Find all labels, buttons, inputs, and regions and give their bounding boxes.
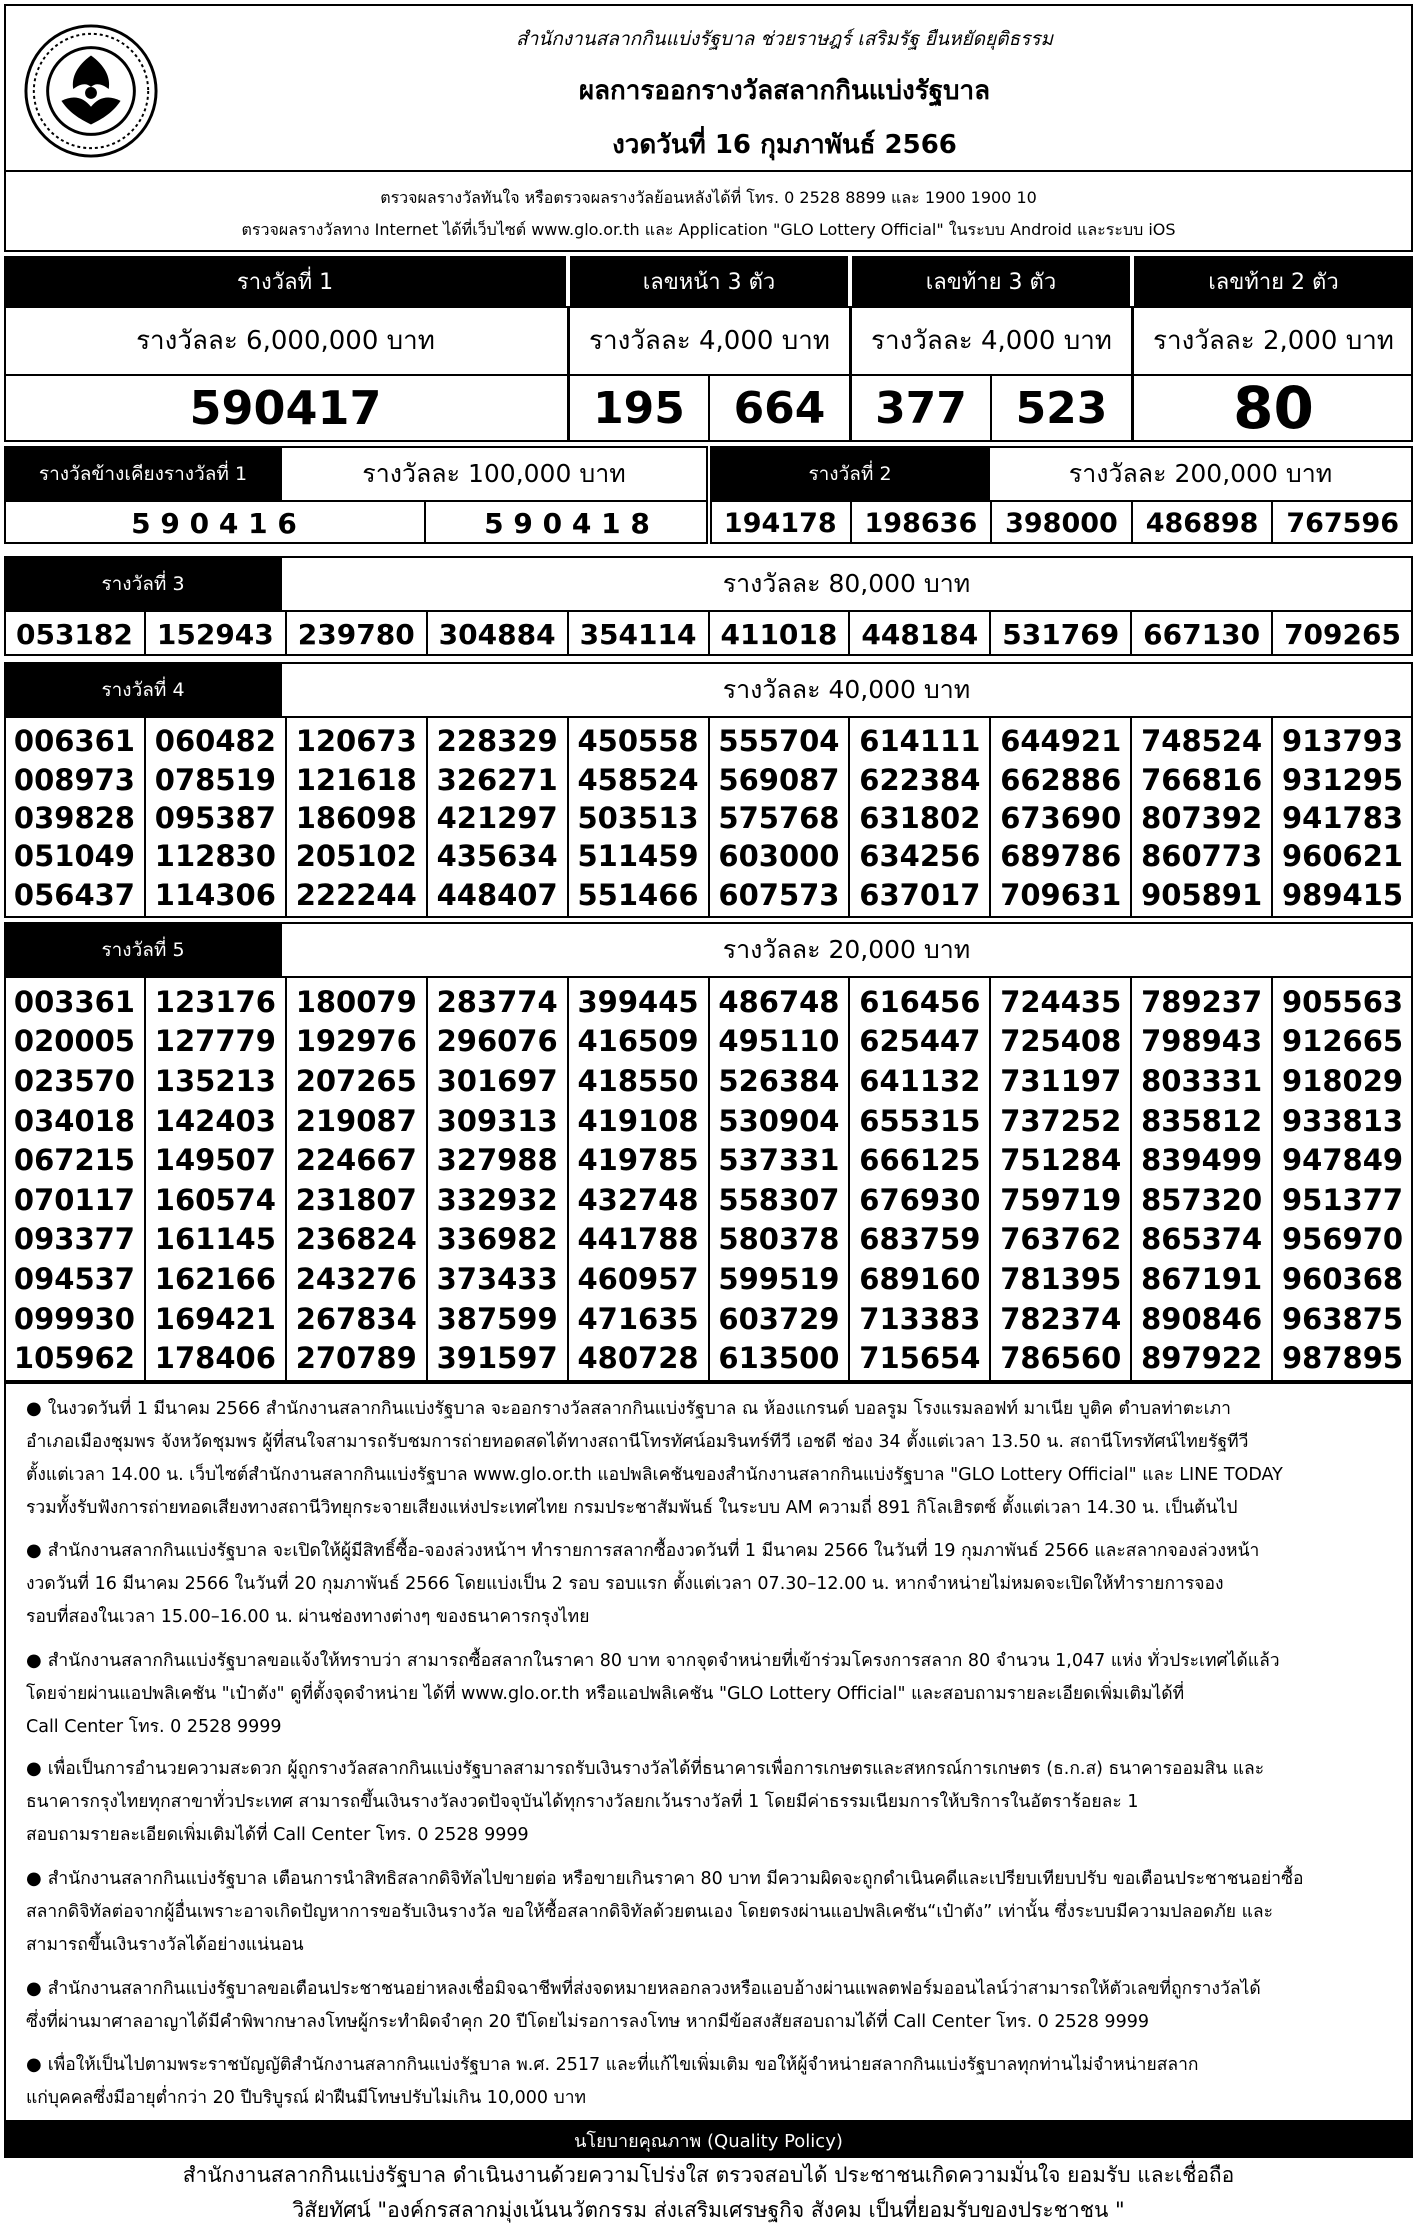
- third-prize-number: 709265: [1284, 617, 1401, 651]
- fourth-prize-number: 989415: [1282, 877, 1404, 912]
- third-prize-number: 053182: [15, 617, 133, 651]
- fifth-prize-number: 987895: [1282, 1341, 1404, 1376]
- fifth-prize-number: 270789: [295, 1341, 417, 1376]
- fourth-prize-number: 039828: [13, 800, 135, 835]
- fourth-prize-number: 673690: [1000, 800, 1122, 835]
- fifth-prize-number: 782374: [1000, 1301, 1122, 1336]
- fifth-prize-number: 789237: [1141, 984, 1263, 1019]
- fifth-prize-number: 912665: [1282, 1024, 1404, 1059]
- second-prize-amount: รางวัลละ 200,000 บาท: [1068, 459, 1333, 488]
- fifth-prize-number: 003361: [13, 984, 135, 1019]
- fifth-prize-number: 070117: [13, 1182, 135, 1217]
- fourth-prize-label: รางวัลที่ 4: [4, 662, 282, 718]
- note-1: ● ในงวดวันที่ 1 มีนาคม 2566 สำนักงานสลากกินแบ่งรัฐบาล จะออกรางวัลสลากกินแบ่งรัฐบาล ณ ห้องแกรนด์ บอลรูม โรงแรมลอฟท์ มาเนีย บูติค ตำบลท่าตะเภา อำเภอเมืองชุมพร จังหวัดชุมพร ผู้ที่สนใจสามารถรับชมการถ่ายทอดสดได้ทางสถานีโทรทัศน์อมรินทร์ทีวี เอชดี ช่อง 34 ตั้งแต่เวลา 13.50 น. สถานีโทรทัศน์ไทยรัฐทีวี ตั้งแต่เวลา 14.00 น. เว็บไซต์สำนักงานสลากกินแบ่งรัฐบาล www.glo.or.th แอปพลิเคชันของสำนักงานสลากกินแบ่งรัฐบาล "GLO Lottery Official" และ LINE TODAY รวมทั้งรับฟังการถ่ายทอดเสียงทางสถานีวิทยุกระจายเสียงแห่งประเทศไทย กรมประชาสัมพันธ์ ในระบบ AM ความถี่ 891 กิโลเฮิรตซ์ ตั้งแต่เวลา 14.30 น. เป็นต้นไป: [26, 1398, 1283, 1518]
- fourth-prize-number: 458524: [577, 762, 699, 797]
- fifth-prize-number: 558307: [718, 1182, 840, 1217]
- fourth-prize-number: 960621: [1282, 839, 1404, 874]
- fifth-prize-numbers: [4, 982, 1413, 1378]
- fourth-prize-number: 228329: [436, 724, 558, 759]
- fifth-prize-number: 616456: [859, 984, 981, 1019]
- contact-box: [4, 172, 1413, 252]
- note-7: ● เพื่อให้เป็นไปตามพระราชบัญญัติสำนักงานสลากกินแบ่งรัฐบาล พ.ศ. 2517 และที่แก้ไขเพิ่มเติม ขอให้ผู้จำหน่ายสลากกินแบ่งรัฐบาลทุกท่านไม่จำหน่ายสลาก แก่บุคคลซึ่งมีอายุต่ำกว่า 20 ปีบริบูรณ์ ฝ่าฝืนมีโทษปรับไม่เกิน 10,000 บาท: [26, 2054, 1199, 2108]
- fifth-prize-number: 897922: [1141, 1341, 1263, 1376]
- bullet: ●: [26, 1650, 42, 1671]
- fourth-prize-number: 222244: [295, 877, 417, 912]
- fifth-prize-number: 599519: [718, 1261, 840, 1296]
- fourth-prize-number: 095387: [154, 800, 276, 835]
- fourth-prize-number: 051049: [13, 839, 135, 874]
- fifth-prize-number: 956970: [1282, 1222, 1404, 1257]
- second-prize-number: 194178: [723, 507, 837, 539]
- last3-number-1: 377: [875, 382, 967, 434]
- front3-number-1: 195: [593, 382, 685, 434]
- fifth-prize-number: 666125: [859, 1143, 981, 1178]
- fifth-prize-number: 105962: [13, 1341, 135, 1376]
- fifth-prize-number: 867191: [1141, 1261, 1263, 1296]
- bullet: ●: [26, 2054, 42, 2075]
- fourth-prize-number: 905891: [1141, 877, 1263, 912]
- fifth-prize-number: 236824: [295, 1222, 417, 1257]
- second-prize-number: 398000: [1005, 507, 1118, 539]
- contact-internet: ตรวจผลรางวัลทาง Internet ได้ที่เว็บไซต์ www.glo.or.th และ Application "GLO Lottery Official" ในระบบ Android และระบบ iOS: [241, 220, 1176, 239]
- fourth-prize-number: 435634: [436, 839, 558, 874]
- fifth-prize-number: 123176: [154, 984, 276, 1019]
- fifth-prize-number: 963875: [1282, 1301, 1404, 1336]
- fourth-prize-number: 448407: [436, 877, 558, 912]
- second-prize-label: รางวัลที่ 2: [710, 446, 990, 502]
- fifth-prize-number: 725408: [1000, 1024, 1122, 1059]
- fifth-prize-number: 890846: [1141, 1301, 1263, 1336]
- near-first-number-2: 5 9 0 4 1 8: [484, 506, 650, 540]
- fifth-prize-number: 034018: [13, 1103, 135, 1138]
- last2-label: เลขท้าย 2 ตัว: [1134, 256, 1413, 306]
- fifth-prize-number: 803331: [1141, 1063, 1263, 1098]
- fifth-prize-number: 471635: [577, 1301, 699, 1336]
- third-prize-number: 239780: [297, 617, 415, 651]
- fourth-prize-number: 326271: [436, 762, 558, 797]
- fifth-prize-number: 301697: [436, 1063, 558, 1098]
- fifth-prize-number: 676930: [859, 1182, 981, 1217]
- fifth-prize-number: 023570: [13, 1063, 135, 1098]
- fifth-prize-number: 219087: [295, 1103, 417, 1138]
- fifth-prize-number: 093377: [13, 1222, 135, 1257]
- fifth-prize-number: 207265: [295, 1063, 417, 1098]
- bullet: ●: [26, 1868, 42, 1889]
- vision-statement: วิสัยทัศน์ "องค์กรสลากมุ่งเน้นนวัตกรรม ส่งเสริมเศรษฐกิจ สังคม เป็นที่ยอมรับของประชาชน ": [292, 2197, 1125, 2222]
- fifth-prize-number: 161145: [154, 1222, 276, 1257]
- fourth-prize-number: 631802: [859, 800, 981, 835]
- third-prize-numbers: [4, 612, 1413, 656]
- fourth-prize-number: 006361: [13, 724, 135, 759]
- fourth-prize-number: 569087: [718, 762, 840, 797]
- fifth-prize-number: 192976: [295, 1024, 417, 1059]
- fifth-prize-number: 387599: [436, 1301, 558, 1336]
- fourth-prize-number: 622384: [859, 762, 981, 797]
- fourth-prize-number: 614111: [859, 724, 981, 759]
- fifth-prize-number: 580378: [718, 1222, 840, 1257]
- fourth-prize-number: 941783: [1282, 800, 1404, 835]
- fourth-prize-number: 205102: [295, 839, 417, 874]
- third-prize-number: 448184: [861, 617, 979, 651]
- third-prize-number: 354114: [579, 617, 697, 651]
- fifth-prize-number: 391597: [436, 1341, 558, 1376]
- fifth-prize-number: 127779: [154, 1024, 276, 1059]
- fifth-prize-number: 798943: [1141, 1024, 1263, 1059]
- second-prize-number: 198636: [864, 507, 978, 539]
- fifth-prize-number: 613500: [718, 1341, 840, 1376]
- fourth-prize-number: 450558: [577, 724, 699, 759]
- front3-amount: รางวัลละ 4,000 บาท: [589, 325, 830, 356]
- fifth-prize-number: 763762: [1000, 1222, 1122, 1257]
- fifth-prize-number: 336982: [436, 1222, 558, 1257]
- fifth-prize-number: 067215: [13, 1143, 135, 1178]
- fourth-prize-number: 748524: [1141, 724, 1263, 759]
- fifth-prize-number: 231807: [295, 1182, 417, 1217]
- fifth-prize-number: 625447: [859, 1024, 981, 1059]
- fifth-prize-number: 399445: [577, 984, 699, 1019]
- third-prize-number: 411018: [720, 617, 838, 651]
- fifth-prize-number: 905563: [1282, 984, 1404, 1019]
- fifth-prize-number: 530904: [718, 1103, 840, 1138]
- note-5: ● สำนักงานสลากกินแบ่งรัฐบาล เตือนการนำสิทธิสลากดิจิทัลไปขายต่อ หรือขายเกินราคา 80 บาท มีความผิดจะถูกดำเนินคดีและเปรียบเทียบปรับ ขอเตือนประชาชนอย่าซื้อ สลากดิจิทัลต่อจากผู้อื่นเพราะอาจเกิดปัญหาการขอรับเงินรางวัล ขอให้ซื้อสลากดิจิทัลด้วยตนเอง โดยตรงผ่านแอปพลิเคชัน“เป๋าตัง” เท่านั้น ซึ่งระบบมีความปลอดภัย และ สามารถขึ้นเงินรางวัลได้อย่างแน่นอน: [26, 1868, 1304, 1955]
- last3-label: เลขท้าย 3 ตัว: [852, 256, 1130, 306]
- fifth-prize-number: 960368: [1282, 1261, 1404, 1296]
- fifth-prize-number: 781395: [1000, 1261, 1122, 1296]
- last3-amount: รางวัลละ 4,000 บาท: [871, 325, 1112, 356]
- fifth-prize-number: 486748: [718, 984, 840, 1019]
- fourth-prize-number: 060482: [154, 724, 276, 759]
- fifth-prize-number: 419785: [577, 1143, 699, 1178]
- fourth-prize-number: 078519: [154, 762, 276, 797]
- org-motto: สำนักงานสลากกินแบ่งรัฐบาล ช่วยราษฎร์ เสริมรัฐ ยืนหยัดยุติธรรม: [515, 28, 1054, 50]
- fifth-prize-number: 786560: [1000, 1341, 1122, 1376]
- first-prize-amount: รางวัลละ 6,000,000 บาท: [136, 325, 435, 356]
- fifth-prize-number: 865374: [1141, 1222, 1263, 1257]
- note-2: ● สำนักงานสลากกินแบ่งรัฐบาล จะเปิดให้ผู้มีสิทธิ์ซื้อ-จองล่วงหน้าฯ ทำรายการสลากซื้องวดวันที่ 1 มีนาคม 2566 ในวันที่ 19 กุมภาพันธ์ 2566 และสลากจองล่วงหน้า งวดวันที่ 16 มีนาคม 2566 ในวันที่ 20 กุมภาพันธ์ 2566 โดยแบ่งเป็น 2 รอบ รอบแรก ตั้งแต่เวลา 07.30–12.00 น. หากจำหน่ายไม่หมดจะเปิดให้ทำรายการจอง รอบที่สองในเวลา 15.00–16.00 น. ผ่านช่องทางต่างๆ ของธนาคารกรุงไทย: [26, 1540, 1260, 1627]
- bullet: ●: [26, 1398, 42, 1419]
- fifth-prize-number: 689160: [859, 1261, 981, 1296]
- fourth-prize-number: 555704: [718, 724, 840, 759]
- third-prize-number: 667130: [1143, 617, 1261, 651]
- fifth-prize-number: 180079: [295, 984, 417, 1019]
- fifth-prize-number: 178406: [154, 1341, 276, 1376]
- fifth-prize-number: 373433: [436, 1261, 558, 1296]
- fifth-prize-number: 416509: [577, 1024, 699, 1059]
- fifth-prize-number: 419108: [577, 1103, 699, 1138]
- fifth-prize-number: 309313: [436, 1103, 558, 1138]
- fifth-prize-number: 683759: [859, 1222, 981, 1257]
- fifth-prize-number: 142403: [154, 1103, 276, 1138]
- fourth-prize-number: 931295: [1282, 762, 1404, 797]
- near-first-amount: รางวัลละ 100,000 บาท: [362, 459, 626, 488]
- fifth-prize-number: 099930: [13, 1301, 135, 1336]
- fifth-prize-number: 267834: [295, 1301, 417, 1336]
- fifth-prize-number: 495110: [718, 1024, 840, 1059]
- fourth-prize-number: 121618: [295, 762, 417, 797]
- fifth-prize-number: 283774: [436, 984, 558, 1019]
- fifth-prize-number: 737252: [1000, 1103, 1122, 1138]
- bullet: ●: [26, 1758, 42, 1779]
- fifth-prize-number: 537331: [718, 1143, 840, 1178]
- fifth-prize-number: 441788: [577, 1222, 699, 1257]
- quality-policy-title: นโยบายคุณภาพ (Quality Policy): [4, 2122, 1413, 2158]
- fourth-prize-number: 860773: [1141, 839, 1263, 874]
- fifth-prize-number: 332932: [436, 1182, 558, 1217]
- announcements: [4, 1382, 1413, 2122]
- fifth-prize-number: 603729: [718, 1301, 840, 1336]
- fourth-prize-number: 766816: [1141, 762, 1263, 797]
- fifth-prize-number: 933813: [1282, 1103, 1404, 1138]
- fourth-prize-numbers: [4, 722, 1413, 914]
- note-3: ● สำนักงานสลากกินแบ่งรัฐบาลขอแจ้งให้ทราบว่า สามารถซื้อสลากในราคา 80 บาท จากจุดจำหน่ายที่เข้าร่วมโครงการสลาก 80 จำนวน 1,047 แห่ง ทั่วประเทศได้แล้ว โดยจ่ายผ่านแอปพลิเคชัน "เป๋าตัง" ดูที่ตั้งจุดจำหน่าย ได้ที่ www.glo.or.th หรือแอปพลิเคชัน "GLO Lottery Official" และสอบถามรายละเอียดเพิ่มเติมได้ที่ Call Center โทร. 0 2528 9999: [26, 1650, 1280, 1737]
- fourth-prize-number: 662886: [1000, 762, 1122, 797]
- front3-number-2: 664: [733, 382, 826, 434]
- last2-number: 80: [1233, 374, 1314, 442]
- bullet: ●: [26, 1540, 42, 1561]
- front3-label: เลขหน้า 3 ตัว: [570, 256, 848, 306]
- fifth-prize-number: 947849: [1282, 1143, 1404, 1178]
- fourth-prize-number: 056437: [13, 877, 135, 912]
- fifth-prize-number: 296076: [436, 1024, 558, 1059]
- fourth-prize-number: 421297: [436, 800, 558, 835]
- fourth-prize-number: 575768: [718, 800, 840, 835]
- fifth-prize-number: 020005: [13, 1024, 135, 1059]
- second-prize-number: 767596: [1286, 507, 1400, 539]
- fifth-prize-number: 480728: [577, 1341, 699, 1376]
- third-prize-number: 152943: [156, 617, 274, 651]
- fourth-prize-number: 603000: [718, 839, 840, 874]
- fifth-prize-number: 327988: [436, 1143, 558, 1178]
- fourth-prize-number: 186098: [295, 800, 417, 835]
- fifth-prize-number: 731197: [1000, 1063, 1122, 1098]
- fourth-prize-number: 551466: [577, 877, 699, 912]
- fifth-prize-number: 641132: [859, 1063, 981, 1098]
- second-prize-numbers: [710, 502, 1413, 544]
- fifth-prize-number: 243276: [295, 1261, 417, 1296]
- fourth-prize-number: 511459: [577, 839, 699, 874]
- fifth-prize-number: 655315: [859, 1103, 981, 1138]
- fourth-prize-number: 503513: [577, 800, 699, 835]
- fifth-prize-number: 418550: [577, 1063, 699, 1098]
- fourth-prize-number: 689786: [1000, 839, 1122, 874]
- last3-number-2: 523: [1015, 382, 1108, 434]
- near-first-label: รางวัลข้างเคียงรางวัลที่ 1: [4, 446, 282, 502]
- near-first-number-1: 5 9 0 4 1 6: [131, 506, 297, 540]
- fifth-prize-number: 094537: [13, 1261, 135, 1296]
- third-prize-number: 304884: [438, 617, 556, 651]
- glo-emblem-icon: [22, 22, 160, 160]
- fourth-prize-number: 634256: [859, 839, 981, 874]
- first-prize-number: 590417: [189, 381, 382, 435]
- fifth-prize-number: 715654: [859, 1341, 981, 1376]
- fourth-prize-number: 114306: [154, 877, 276, 912]
- fifth-prize-number: 751284: [1000, 1143, 1122, 1178]
- fourth-prize-number: 807392: [1141, 800, 1263, 835]
- fifth-prize-number: 713383: [859, 1301, 981, 1336]
- fourth-prize-number: 607573: [718, 877, 840, 912]
- fifth-prize-number: 135213: [154, 1063, 276, 1098]
- fifth-prize-amount: รางวัลละ 20,000 บาท: [722, 935, 971, 964]
- fifth-prize-number: 224667: [295, 1143, 417, 1178]
- fourth-prize-number: 709631: [1000, 877, 1122, 912]
- fifth-prize-number: 839499: [1141, 1143, 1263, 1178]
- second-prize-number: 486898: [1145, 507, 1259, 539]
- draw-date: งวดวันที่ 16 กุมภาพันธ์ 2566: [612, 130, 957, 160]
- fifth-prize-label: รางวัลที่ 5: [4, 922, 282, 978]
- fourth-prize-number: 637017: [859, 877, 981, 912]
- note-6: ● สำนักงานสลากกินแบ่งรัฐบาลขอเตือนประชาชนอย่าหลงเชื่อมิจฉาชีพที่ส่งจดหมายหลอกลวงหรือแอบอ้างผ่านแพลตฟอร์มออนไลน์ว่าสามารถให้ตัวเลขที่ถูกรางวัลได้ ซึ่งที่ผ่านมาศาลอาญาได้มีคำพิพากษาลงโทษผู้กระทำผิดจำคุก 20 ปีโดยไม่รอการลงโทษ หากมีข้อสงสัยสอบถามได้ที่ Call Center โทร. 0 2528 9999: [26, 1978, 1261, 2032]
- fifth-prize-number: 724435: [1000, 984, 1122, 1019]
- third-prize-amount: รางวัลละ 80,000 บาท: [722, 569, 971, 598]
- fourth-prize-number: 112830: [154, 839, 276, 874]
- first-prize-label: รางวัลที่ 1: [4, 256, 566, 306]
- fifth-prize-number: 951377: [1282, 1182, 1404, 1217]
- contact-phone: ตรวจผลรางวัลทันใจ หรือตรวจผลรางวัลย้อนหลังได้ที่ โทร. 0 2528 8899 และ 1900 1900 10: [380, 188, 1037, 207]
- bullet: ●: [26, 1978, 42, 1999]
- fifth-prize-number: 169421: [154, 1301, 276, 1336]
- fourth-prize-number: 913793: [1282, 724, 1404, 759]
- fourth-prize-number: 120673: [295, 724, 417, 759]
- fifth-prize-number: 432748: [577, 1182, 699, 1217]
- quality-policy-text: สำนักงานสลากกินแบ่งรัฐบาล ดำเนินงานด้วยความโปร่งใส ตรวจสอบได้ ประชาชนเกิดความมั่นใจ ยอมรับ และเชื่อถือ: [182, 2162, 1235, 2187]
- fifth-prize-number: 857320: [1141, 1182, 1263, 1217]
- fourth-prize-number: 008973: [13, 762, 135, 797]
- third-prize-number: 531769: [1002, 617, 1120, 651]
- fifth-prize-number: 835812: [1141, 1103, 1263, 1138]
- fifth-prize-number: 526384: [718, 1063, 840, 1098]
- fourth-prize-number: 644921: [1000, 724, 1122, 759]
- fifth-prize-number: 162166: [154, 1261, 276, 1296]
- fifth-prize-number: 918029: [1282, 1063, 1404, 1098]
- third-prize-label: รางวัลที่ 3: [4, 556, 282, 612]
- fifth-prize-number: 759719: [1000, 1182, 1122, 1217]
- last2-amount: รางวัลละ 2,000 บาท: [1153, 325, 1394, 356]
- fifth-prize-number: 149507: [154, 1143, 276, 1178]
- page-title: ผลการออกรางวัลสลากกินแบ่งรัฐบาล: [578, 76, 991, 106]
- fifth-prize-number: 160574: [154, 1182, 276, 1217]
- fourth-prize-amount: รางวัลละ 40,000 บาท: [722, 675, 971, 704]
- note-4: ● เพื่อเป็นการอำนวยความสะดวก ผู้ถูกรางวัลสลากกินแบ่งรัฐบาลสามารถรับเงินรางวัลได้ที่ธนาคารเพื่อการเกษตรและสหกรณ์การเกษตร (ธ.ก.ส) ธนาคารออมสิน และ ธนาคารกรุงไทยทุกสาขาทั่วประเทศ สามารถขึ้นเงินรางวัลงวดปัจจุบันได้ทุกรางวัลยกเว้นรางวัลที่ 1 โดยมีค่าธรรมเนียมการให้บริการในอัตราร้อยละ 1 สอบถามรายละเอียดเพิ่มเติมได้ที่ Call Center โทร. 0 2528 9999: [26, 1758, 1265, 1845]
- fifth-prize-number: 460957: [577, 1261, 699, 1296]
